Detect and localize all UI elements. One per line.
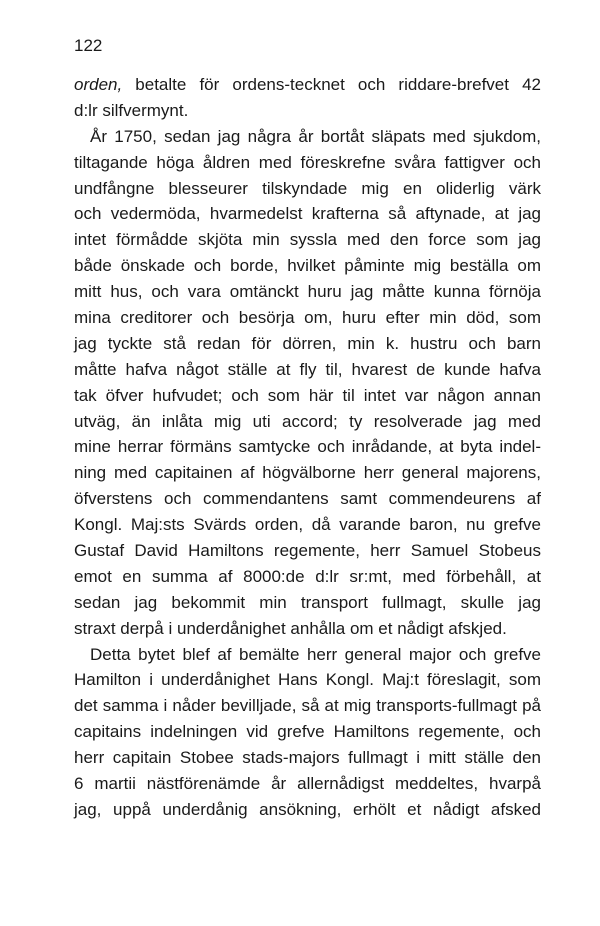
line-text: År 1750, sedan jag några år bortåt släpats med sjukdom, xyxy=(90,126,541,146)
line-text: tiltagande höga åldren med föreskrefne svåra fattigver och xyxy=(74,152,541,172)
line-text: måtte hafva något ställe at fly til, hvarest de kunde hafva xyxy=(74,359,541,379)
line-text: jag, uppå underdånig ansökning, erhölt et nådigt afsked xyxy=(74,799,541,819)
text-line xyxy=(74,538,541,564)
line-text: öfverstens och commendantens samt commendeurens af xyxy=(74,489,541,509)
text-line xyxy=(74,486,541,512)
text-line xyxy=(74,512,541,538)
text-line xyxy=(74,72,541,98)
text-line xyxy=(74,409,541,435)
line-text: Gustaf David Hamiltons regemente, herr Samuel Stobeus xyxy=(74,541,541,561)
text-line xyxy=(74,98,541,124)
italic-word: orden, xyxy=(74,75,123,94)
line-text: intet förmådde skjöta min syssla med den force som jag xyxy=(74,230,541,250)
line-text: mine herrar förmäns samtycke och inrådande, at byta indel- xyxy=(74,437,541,457)
line-text: Hamilton i underdånighet Hans Kongl. Maj:t föreslagit, som xyxy=(74,670,541,690)
text-line xyxy=(74,253,541,279)
text-line xyxy=(74,357,541,383)
text-line xyxy=(74,745,541,771)
text-line xyxy=(74,460,541,486)
text-line xyxy=(74,564,541,590)
line-text: ning med capitainen af högvälborne herr general majorens, xyxy=(74,463,541,483)
text-line xyxy=(74,719,541,745)
line-text: herr capitain Stobee stads-majors fullmagt i mitt ställe den xyxy=(74,748,541,768)
text-line xyxy=(74,797,541,823)
line-text: det samma i nåder bevilljade, så at mig transports-fullmagt på xyxy=(74,696,541,716)
line-text: jag tyckte stå redan för dörren, min k. hustru och barn xyxy=(74,333,541,353)
text-line xyxy=(74,305,541,331)
line-text: Detta bytet blef af bemälte herr general major och grefve xyxy=(90,644,541,664)
text-line xyxy=(74,150,541,176)
body-text xyxy=(74,72,541,823)
line-text: både önskade och borde, hvilket påminte mig beställa om xyxy=(74,256,541,276)
text-line xyxy=(74,124,541,150)
text-line xyxy=(74,227,541,253)
line-text: Kongl. Maj:sts Svärds orden, då varande baron, nu grefve xyxy=(74,515,541,535)
text-line xyxy=(74,383,541,409)
line-text: undfångne blesseurer tilskyndade mig en oliderlig värk xyxy=(74,178,541,198)
line-text: betalte för ordens-tecknet och riddare-brefvet 42 xyxy=(122,75,541,94)
line-text: utväg, än inlåta mig uti accord; ty resolverade jag med xyxy=(74,411,541,431)
text-line xyxy=(74,176,541,202)
line-text: mitt hus, och vara omtänckt huru jag måtte kunna förnöja xyxy=(74,282,541,302)
text-line xyxy=(74,642,541,668)
text-line xyxy=(74,201,541,227)
line-text: sedan jag bekommit min transport fullmagt, skulle jag xyxy=(74,592,541,612)
line-text: mina creditorer och besörja om, huru efter min död, som xyxy=(74,308,541,328)
text-line xyxy=(74,434,541,460)
text-line xyxy=(74,331,541,357)
line-text: straxt derpå i underdånighet anhålla om et nådigt afskjed. xyxy=(74,618,507,638)
line-text: emot en summa af 8000:de d:lr sr:mt, med förbehåll, at xyxy=(74,566,541,586)
line-text: och vedermöda, hvarmedelst krafterna så aftynade, at jag xyxy=(74,204,541,224)
text-line xyxy=(74,771,541,797)
line-text: 6 martii nästförenämde år allernådigst meddeltes, hvarpå xyxy=(74,774,541,794)
page-number: 122 xyxy=(74,36,103,55)
line-text: d:lr silfvermynt. xyxy=(74,100,189,120)
text-line xyxy=(74,590,541,616)
text-line xyxy=(74,616,541,642)
line-text: capitains indelningen vid grefve Hamiltons regemente, och xyxy=(74,722,541,742)
text-line xyxy=(74,693,541,719)
text-line xyxy=(74,667,541,693)
line-text: tak öfver hufvudet; och som här til intet var någon annan xyxy=(74,385,541,405)
text-line xyxy=(74,279,541,305)
